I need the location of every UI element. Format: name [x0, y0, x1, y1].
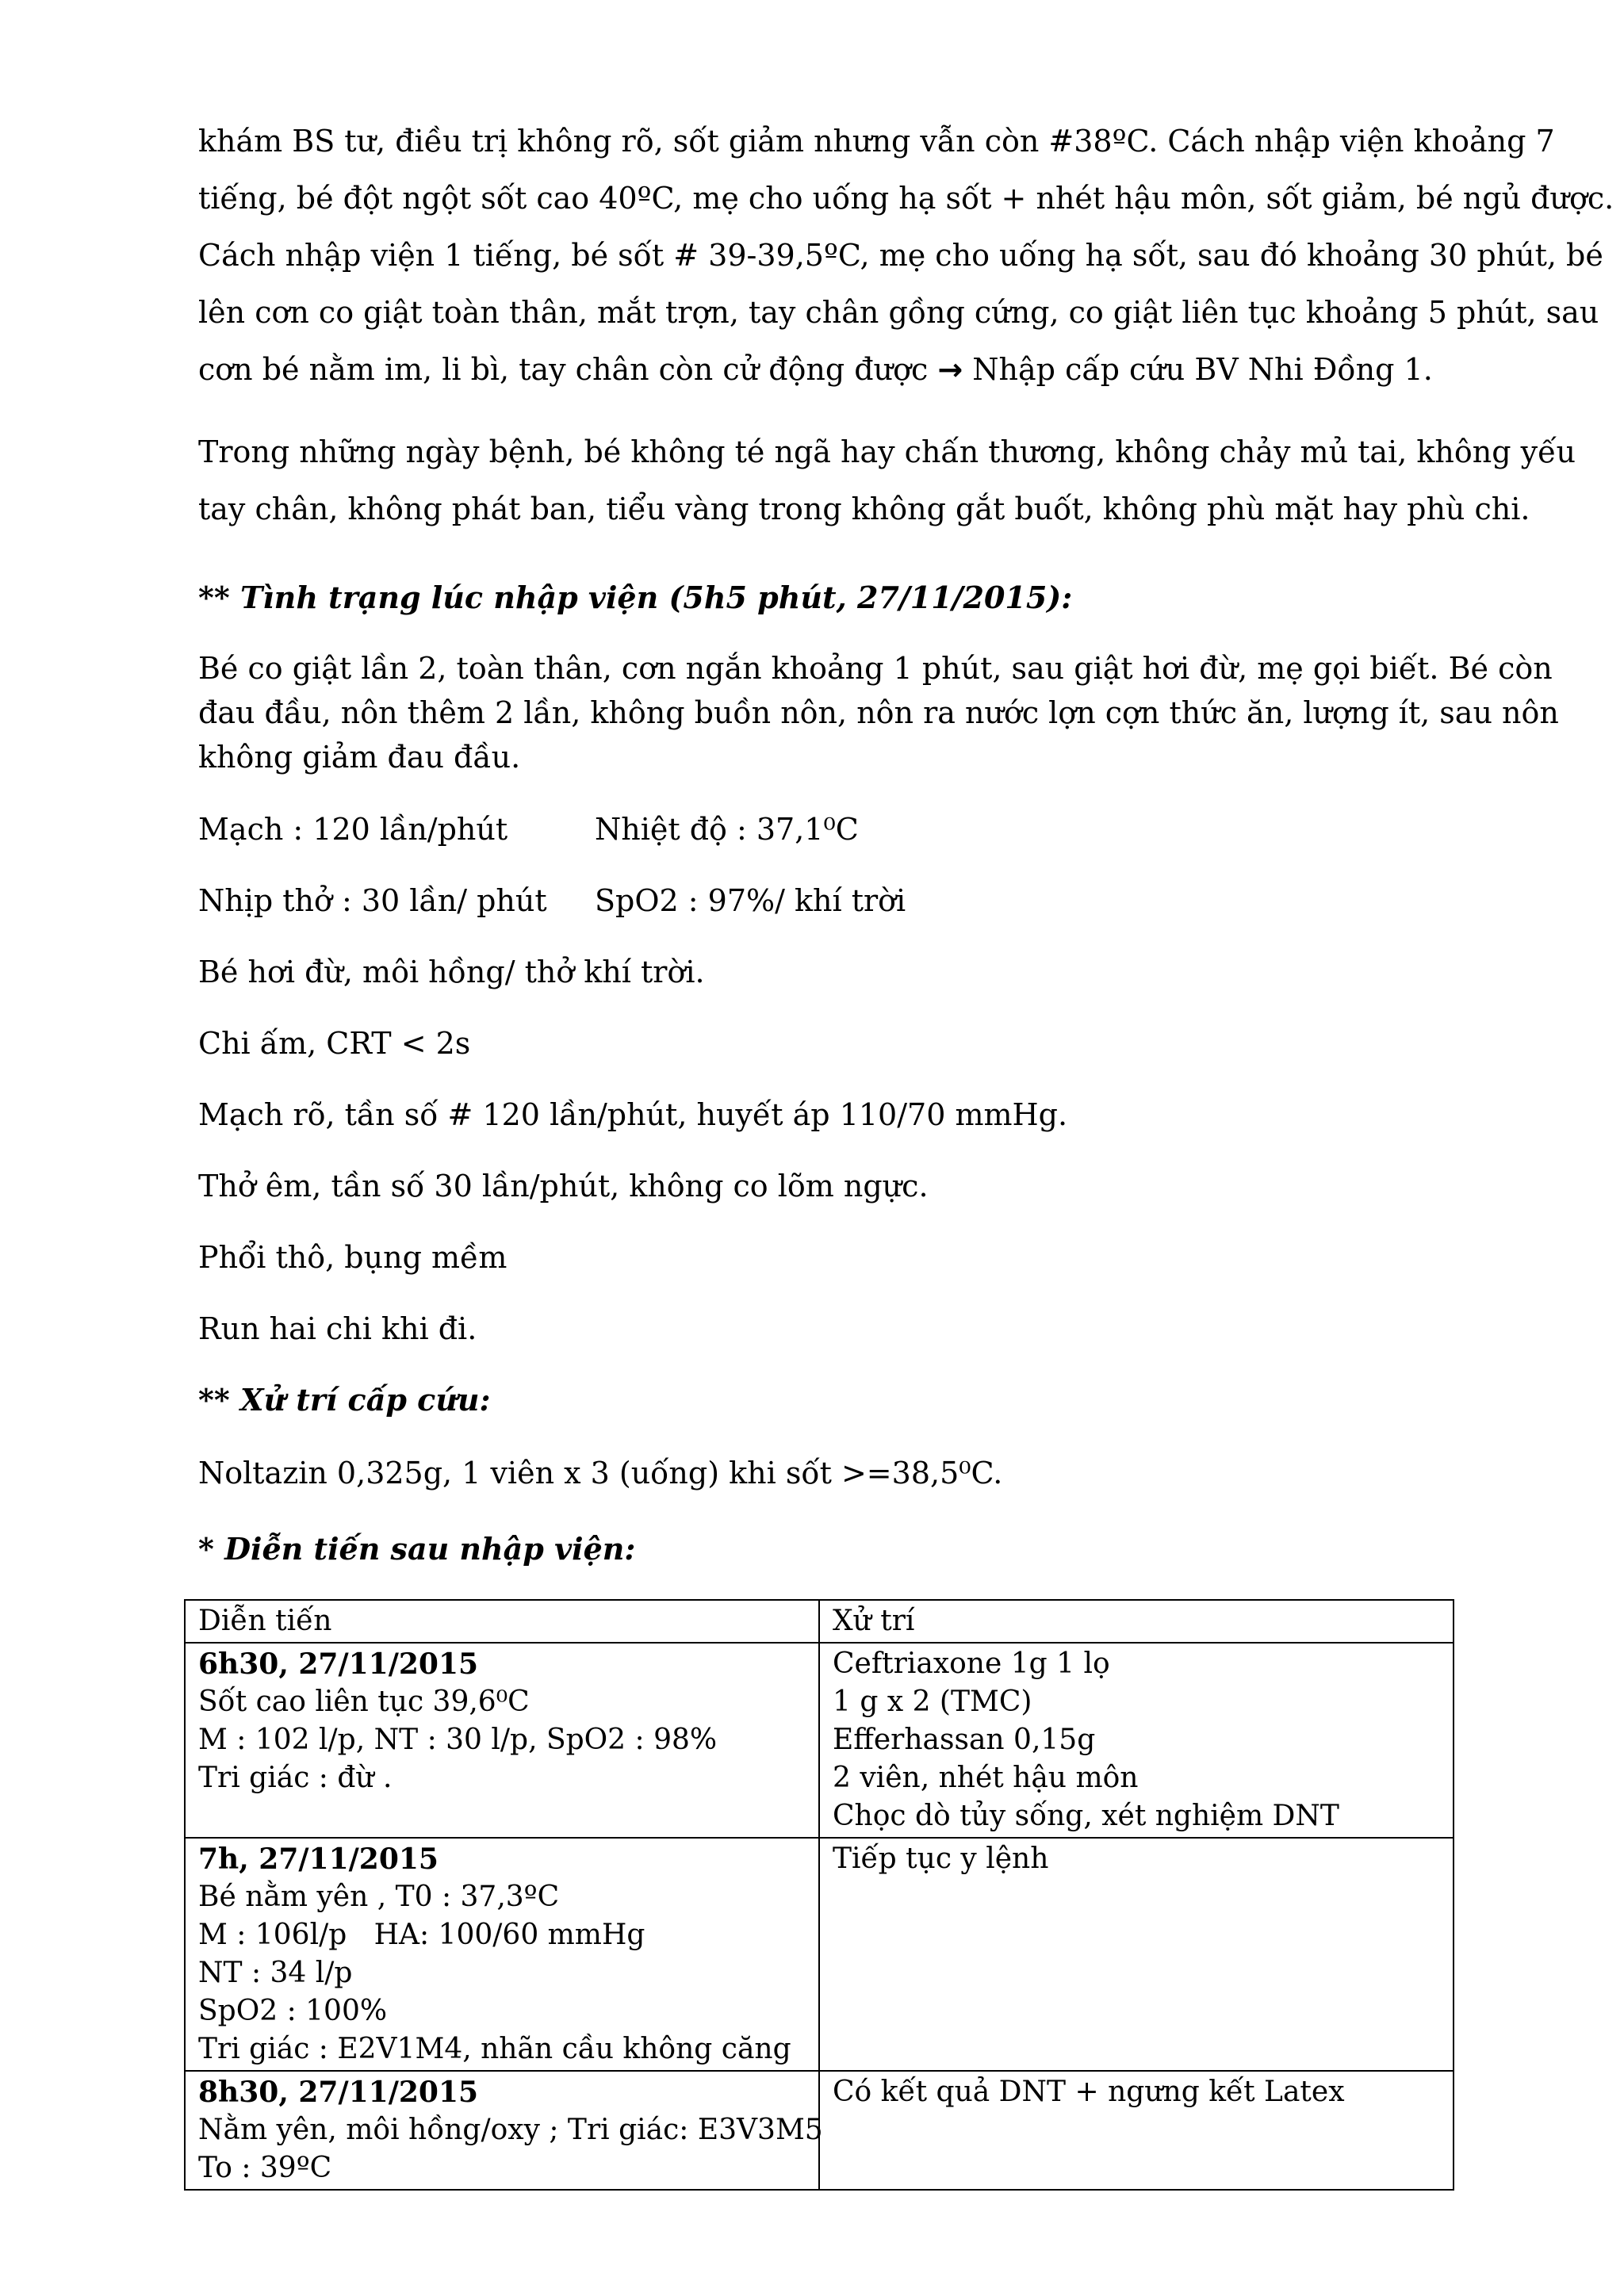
history-last-line-end: Nhập cấp cứu BV Nhi Đồng 1. — [972, 352, 1433, 387]
negatives-paragraph — [198, 423, 1576, 538]
vitals-row-1 — [198, 801, 1435, 858]
seizure-line: không giảm đau đầu. — [198, 740, 521, 775]
course-line: Tri giác : đừ . — [198, 1762, 393, 1794]
admission-spo2: SpO2 : 97%/ khí trời — [595, 883, 906, 918]
seizure-line: Bé co giật lần 2, toàn thân, cơn ngắn khoảng 1 phút, sau giật hơi đừ, mẹ gọi biết. Bé còn — [198, 651, 1553, 686]
table-header-row — [185, 1600, 1454, 1643]
admission-heading: ** Tình trạng lúc nhập viện (5h5 phút, 27/11/2015): — [198, 580, 1073, 615]
progress-table — [184, 1599, 1454, 2191]
course-line: M : 106l/p HA: 100/60 mmHg — [198, 1919, 645, 1951]
column-header-treatment: Xử trí — [819, 1600, 1454, 1643]
emergency-text: Noltazin 0,325g, 1 viên x 3 (uống) khi sốt >=38,5⁰C. — [198, 1456, 1003, 1490]
vitals-row-2 — [198, 872, 1435, 929]
finding-line: Phổi thô, bụng mềm — [198, 1240, 508, 1275]
column-header-course: Diễn tiến — [185, 1600, 819, 1643]
negatives-line: Trong những ngày bệnh, bé không té ngã hay chấn thương, không chảy mủ tai, không yếu — [198, 434, 1576, 469]
emergency-heading: ** Xử trí cấp cứu: — [198, 1382, 491, 1418]
table-row — [185, 1643, 1454, 1838]
treatment-cell — [819, 2071, 1454, 2190]
finding-line: Mạch rõ, tần số # 120 lần/phút, huyết áp 110/70 mmHg. — [198, 1097, 1068, 1132]
treatment-cell — [819, 1643, 1454, 1838]
progress-heading: * Diễn tiến sau nhập viện: — [198, 1531, 636, 1567]
negatives-line: tay chân, không phát ban, tiểu vàng trong không gắt buốt, không phù mặt hay phù chi. — [198, 492, 1530, 526]
course-cell — [185, 1643, 819, 1838]
history-line: tiếng, bé đột ngột sốt cao 40ºC, mẹ cho uống hạ sốt + nhét hậu môn, sốt giảm, bé ngủ được. — [198, 181, 1614, 216]
history-last-line: cơn bé nằm im, li bì, tay chân còn cử động được — [198, 352, 929, 387]
course-line: SpO2 : 100% — [198, 1995, 388, 2027]
admission-temperature: Nhiệt độ : 37,1⁰C — [595, 812, 859, 847]
treatment-line: Efferhassan 0,15g — [833, 1724, 1096, 1756]
treatment-cell — [819, 1838, 1454, 2071]
history-line: Cách nhập viện 1 tiếng, bé sốt # 39-39,5ºC, mẹ cho uống hạ sốt, sau đó khoảng 30 phút, bé — [198, 238, 1603, 273]
admission-pulse: Mạch : 120 lần/phút — [198, 812, 508, 847]
finding-line: Chi ấm, CRT < 2s — [198, 1026, 471, 1061]
finding-line: Bé hơi đừ, môi hồng/ thở khí trời. — [198, 955, 705, 989]
treatment-line: Ceftriaxone 1g 1 lọ — [833, 1647, 1110, 1680]
treatment-line: Có kết quả DNT + ngưng kết Latex — [833, 2076, 1345, 2108]
row-time: 7h, 27/11/2015 — [198, 1843, 439, 1876]
row-time: 6h30, 27/11/2015 — [198, 1647, 479, 1681]
seizure-line: đau đầu, nôn thêm 2 lần, không buồn nôn, nôn ra nước lợn cợn thức ăn, lượng ít, sau nôn — [198, 695, 1559, 730]
course-cell — [185, 1838, 819, 2071]
finding-line: Thở êm, tần số 30 lần/phút, không co lõm ngực. — [198, 1169, 929, 1203]
course-line: M : 102 l/p, NT : 30 l/p, SpO2 : 98% — [198, 1724, 718, 1756]
treatment-line: Chọc dò tủy sống, xét nghiệm DNT — [833, 1800, 1339, 1832]
history-line: lên cơn co giật toàn thân, mắt trợn, tay chân gồng cứng, co giật liên tục khoảng 5 phút, sau — [198, 295, 1599, 330]
row-time: 8h30, 27/11/2015 — [198, 2076, 479, 2109]
course-line: Sốt cao liên tục 39,6⁰C — [198, 1686, 530, 1718]
treatment-line: 2 viên, nhét hậu môn — [833, 1762, 1139, 1794]
table-row — [185, 2071, 1454, 2190]
table-row — [185, 1838, 1454, 2071]
course-line: Bé nằm yên , T0 : 37,3ºC — [198, 1881, 560, 1913]
finding-line: Run hai chi khi đi. — [198, 1311, 477, 1346]
admission-seizure-paragraph — [198, 646, 1559, 779]
treatment-line: Tiếp tục y lệnh — [833, 1843, 1049, 1875]
course-line: To : 39ºC — [198, 2152, 332, 2184]
course-line: NT : 34 l/p — [198, 1957, 353, 1989]
admission-resp-rate: Nhịp thở : 30 lần/ phút — [198, 883, 547, 918]
course-cell — [185, 2071, 823, 2190]
treatment-line: 1 g x 2 (TMC) — [833, 1686, 1032, 1718]
history-line — [198, 341, 1435, 398]
course-line: Tri giác : E2V1M4, nhãn cầu không căng — [198, 2033, 791, 2065]
history-paragraph — [198, 113, 1614, 398]
course-line: Nằm yên, môi hồng/oxy ; Tri giác: E3V3M5 — [198, 2114, 823, 2146]
history-line: khám BS tư, điều trị không rõ, sốt giảm nhưng vẫn còn #38ºC. Cách nhập viện khoảng 7 — [198, 124, 1555, 159]
right-arrow-icon: → — [937, 352, 963, 387]
